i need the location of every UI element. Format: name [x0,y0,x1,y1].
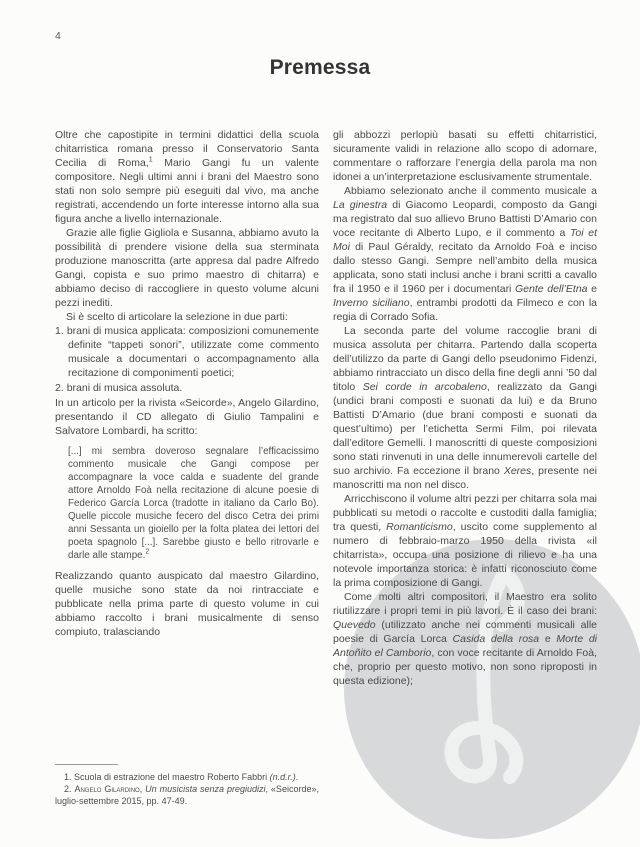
paragraph: Come molti altri compositori, il Maestro era solito riutilizzare i propri temi in più lavori. È il caso dei brani: Quevedo (utilizzato anche nei commenti musicali alle poesie di García Lorca Casida della rosa e Morte di Antoñito el Camborio, con voce recitante di Arnoldo Foà, che, proprio per questo motivo, non sono riproposti in questa edizione); [333,591,597,687]
paragraph: 1. brani di musica applicata: composizioni comunemente definite “tappeti sonori”, utilizzate come commento musicale a documentari o accompagnamento alla recitazione di componimenti poetici; [55,325,319,379]
footnote: 2. Angelo Gilardino, Un musicista senza pregiudizi, «Seicorde», luglio-settembre 2015, pp. 47-49. [55,784,319,806]
list-marker: 1. [55,325,67,337]
left-column [55,128,319,807]
left-column-text [55,128,319,639]
paragraph: Realizzando quanto auspicato dal maestro Gilardino, quelle musiche sono state da noi rintracciate e pubblicate nella prima parte di questo volume in cui abbiamo raccolto i brani musicalmente di senso compiuto, tralasciando [55,570,319,638]
paragraph: Grazie alle figlie Gigliola e Susanna, abbiamo avuto la possibilità di prendere visione della sua sterminata produzione manoscritta (arte appresa dal padre Alfredo Gangi, copista e suo primo maestro di chitarra) e abbiamo deciso di raccogliere in questo volume alcuni pezzi inediti. [55,227,319,309]
paragraph: Si è scelto di articolare la selezione in due parti: [66,311,288,323]
two-column-text [55,128,597,807]
paragraph: Abbiamo selezionato anche il commento musicale a La ginestra di Giacomo Leopardi, composto da Gangi ma registrato dal suo allievo Bruno Battisti D’Amario con voce recitante di Alberto Lupo, e il commento a Toi et Moi di Paul Géraldy, recitato da Arnoldo Foà e inciso dallo stesso Gangi. Sempre nell’ambito della musica applicata, sono stati inclusi anche i brani scritti a cavallo fra il 1950 e il 1960 per i documentari Gente dell’Etna e Inverno siciliano, entrambi prodotti da Filmeco e con la regia di Corrado Sofia. [333,185,598,323]
block-quote: [...] mi sembra doveroso segnalare l’efficacissimo commento musicale che Gangi compose per accompagnare la voce calda e suadente del grande attore Arnoldo Foà nella recitazione di alcune poesie di Federico García Lorca (tradotte in italiano da Carlo Bo). Quelle piccole musiche fecero del disco Cetra dei primi anni Sessanta un gioiello per la folta platea dei lettori del poeta spagnolo [...]. Sarebbe giusto e bello ritrovarle e darle alle stampe.$^2$ [68,446,319,561]
footnote: 1. Scuola di estrazione del maestro Roberto Fabbri (n.d.r.). [64,772,299,782]
right-column-text [333,128,597,688]
paragraph: In un articolo per la rivista «Seicorde», Angelo Gilardino, presentando il CD allegato di Giulio Tampalini e Salvatore Lombardi, ha scritto: [55,397,319,437]
paragraph: Oltre che capostipite in termini didattici della scuola chitarristica romana presso il Conservatorio Santa Cecilia di Roma,$^1$ Mario Gangi fu un valente compositore. Negli ultimi anni i brani del Maestro sono stati non solo sempre più eseguiti dal vivo, ma anche registrati, accendendo un forte interesse intorno alla sua figura anche a livello internazionale. [55,129,319,225]
footnote-rule [55,764,118,765]
page-number: 4 [55,30,61,42]
paragraph: La seconda parte del volume raccoglie brani di musica assoluta per chitarra. Partendo dalla scoperta dell’utilizzo da parte di Gangi dello pseudonimo Fidenzi, abbiamo rintracciato un disco della fine degli anni ’50 dal titolo Sei corde in arcobaleno, realizzato da Gangi (undici brani composti e suonati da lui) e da Bruno Battisti D’Amario (due brani composti e suonati da quest’ultimo) per l’etichetta Sermi Film, poi rilevata dall’editore Gemelli. I manoscritti di queste composizioni sono stati rinvenuti in una delle innumerevoli cartelle del suo archivio. Fa eccezione il brano Xeres, presente nei manoscritti ma non nel disco. [333,325,598,491]
footnote-list [55,771,319,807]
page-title: Premessa [269,56,371,79]
footnotes [55,760,319,807]
paragraph: gli abbozzi perlopiù basati su effetti chitarristici, sicuramente validi in relazione allo scopo di adornare, commentare o rafforzare l’energia della parola ma non idonei a un’interpretazione esclusivamente strumentale. [333,129,597,183]
paragraph: Arricchiscono il volume altri pezzi per chitarra sola mai pubblicati su metodi o raccolte e custoditi dalla famiglia; tra questi, Romanticismo, uscito come supplemento al numero di febbraio-marzo 1950 della rivista «il chitarrista», occupa una posizione di rilievo e ha una notevole importanza storica: è infatti riconosciuto come la prima composizione di Gangi. [333,493,597,589]
list-marker: 2. [55,382,67,394]
right-column [333,128,597,807]
paragraph: 2. brani di musica assoluta. [55,382,183,394]
